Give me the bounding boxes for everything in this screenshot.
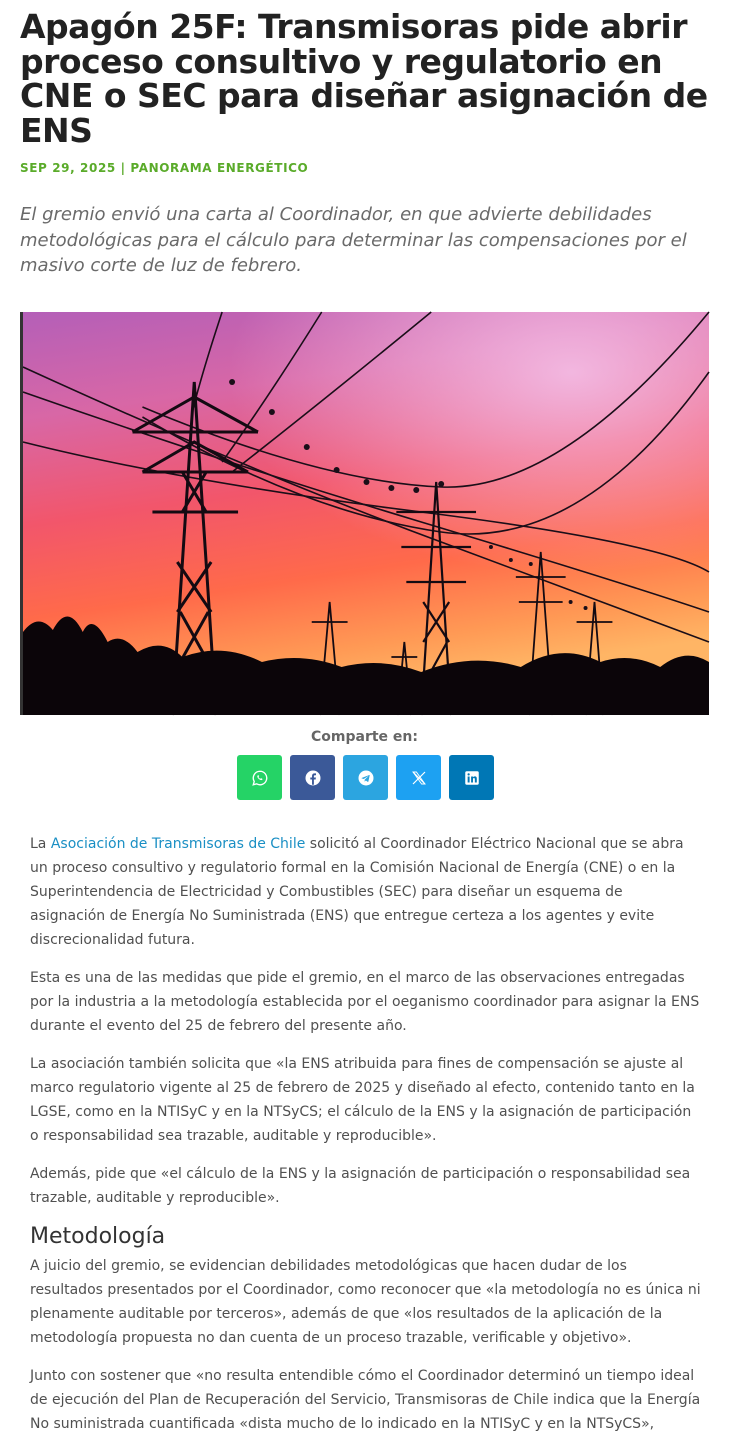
article-body: [30, 832, 702, 1450]
article-meta: [20, 161, 308, 175]
section-heading-metodologia: Metodología: [30, 1224, 166, 1249]
whatsapp-icon: [251, 769, 269, 787]
body-paragraph-2: Esta es una de las medidas que pide el gremio, en el marco de las observaciones entregadas por la industria a la metodología establecida por el oeganismo coordinador para asignar la ENS durante el evento del 25 de febrero del presente año.: [30, 970, 700, 1034]
body-paragraph-5: A juicio del gremio, se evidencian debilidades metodológicas que hacen dudar de los resultados presentados por el Coordinador, como reconocer que «la metodología no es única ni plenamente auditable por terceros», además de que «los resultados de la aplicación de la metodología propuesta no dan cuenta de un proceso trazable, verificable y objetivo».: [30, 1258, 701, 1346]
body-paragraph-6: Junto con sostener que «no resulta entendible cómo el Coordinador determinó un tiempo ideal de ejecución del Plan de Recuperación del Servicio, Transmisoras de Chile indica que la Energía No suministrada cuantificada «dista mucho de lo indicado en la NTISyC y en la NTSyCS»,: [30, 1368, 701, 1432]
hero-image-power-lines-sunset: [20, 312, 709, 715]
article-lede: El gremio envió una carta al Coordinador, en que advierte debilidades metodológicas para el cálculo para determinar las compensaciones por el masivo corte de luz de febrero.: [20, 204, 687, 276]
article-title: Apagón 25F: Transmisoras pide abrir proceso consultivo y regulatorio en CNE o SEC para diseñar asignación de ENS: [20, 7, 708, 150]
facebook-share-button[interactable]: [290, 755, 335, 800]
linkedin-icon: [463, 769, 481, 787]
telegram-share-button[interactable]: [343, 755, 388, 800]
body-paragraph-4: Además, pide que «el cálculo de la ENS y la asignación de participación o responsabilidad sea trazable, auditable y reproducible».: [30, 1166, 691, 1206]
facebook-icon: [304, 769, 322, 787]
share-label: Comparte en:: [311, 729, 418, 745]
meta-separator: |: [115, 161, 131, 175]
paragraph-text: La: [30, 836, 51, 852]
transmisoras-link[interactable]: Asociación de Transmisoras de Chile: [50, 836, 306, 852]
body-paragraph-3: La asociación también solicita que «la ENS atribuida para fines de compensación se ajuste al marco regulatorio vigente al 25 de febrero de 2025 y diseñado al efecto, contenido tanto en la LGSE, como en la NTISyC y en la NTSyCS; el cálculo de la ENS y la asignación de participación o responsabilidad sea trazable, auditable y reproducible».: [30, 1056, 695, 1144]
telegram-icon: [357, 769, 375, 787]
article-category[interactable]: PANORAMA ENERGÉTICO: [130, 161, 309, 175]
power-lines-illustration: [23, 312, 709, 715]
body-paragraph-1: [30, 832, 702, 952]
article-date[interactable]: SEP 29, 2025: [20, 161, 116, 175]
share-buttons: [237, 755, 494, 800]
whatsapp-share-button[interactable]: [237, 755, 282, 800]
paragraph-text: solicitó al Coordinador Eléctrico Nacional que se abra un proceso consultivo y regulatorio formal en la Comisión Nacional de Energía (CNE) o en la Superintendencia de Electricidad y Combustibles (SEC) para diseñar un esquema de asignación de Energía No Suministrada (ENS) que entregue certeza a los agentes y evite discrecionalidad futura.: [30, 836, 684, 948]
x-share-button[interactable]: [396, 755, 441, 800]
linkedin-share-button[interactable]: [449, 755, 494, 800]
x-icon: [410, 769, 428, 787]
